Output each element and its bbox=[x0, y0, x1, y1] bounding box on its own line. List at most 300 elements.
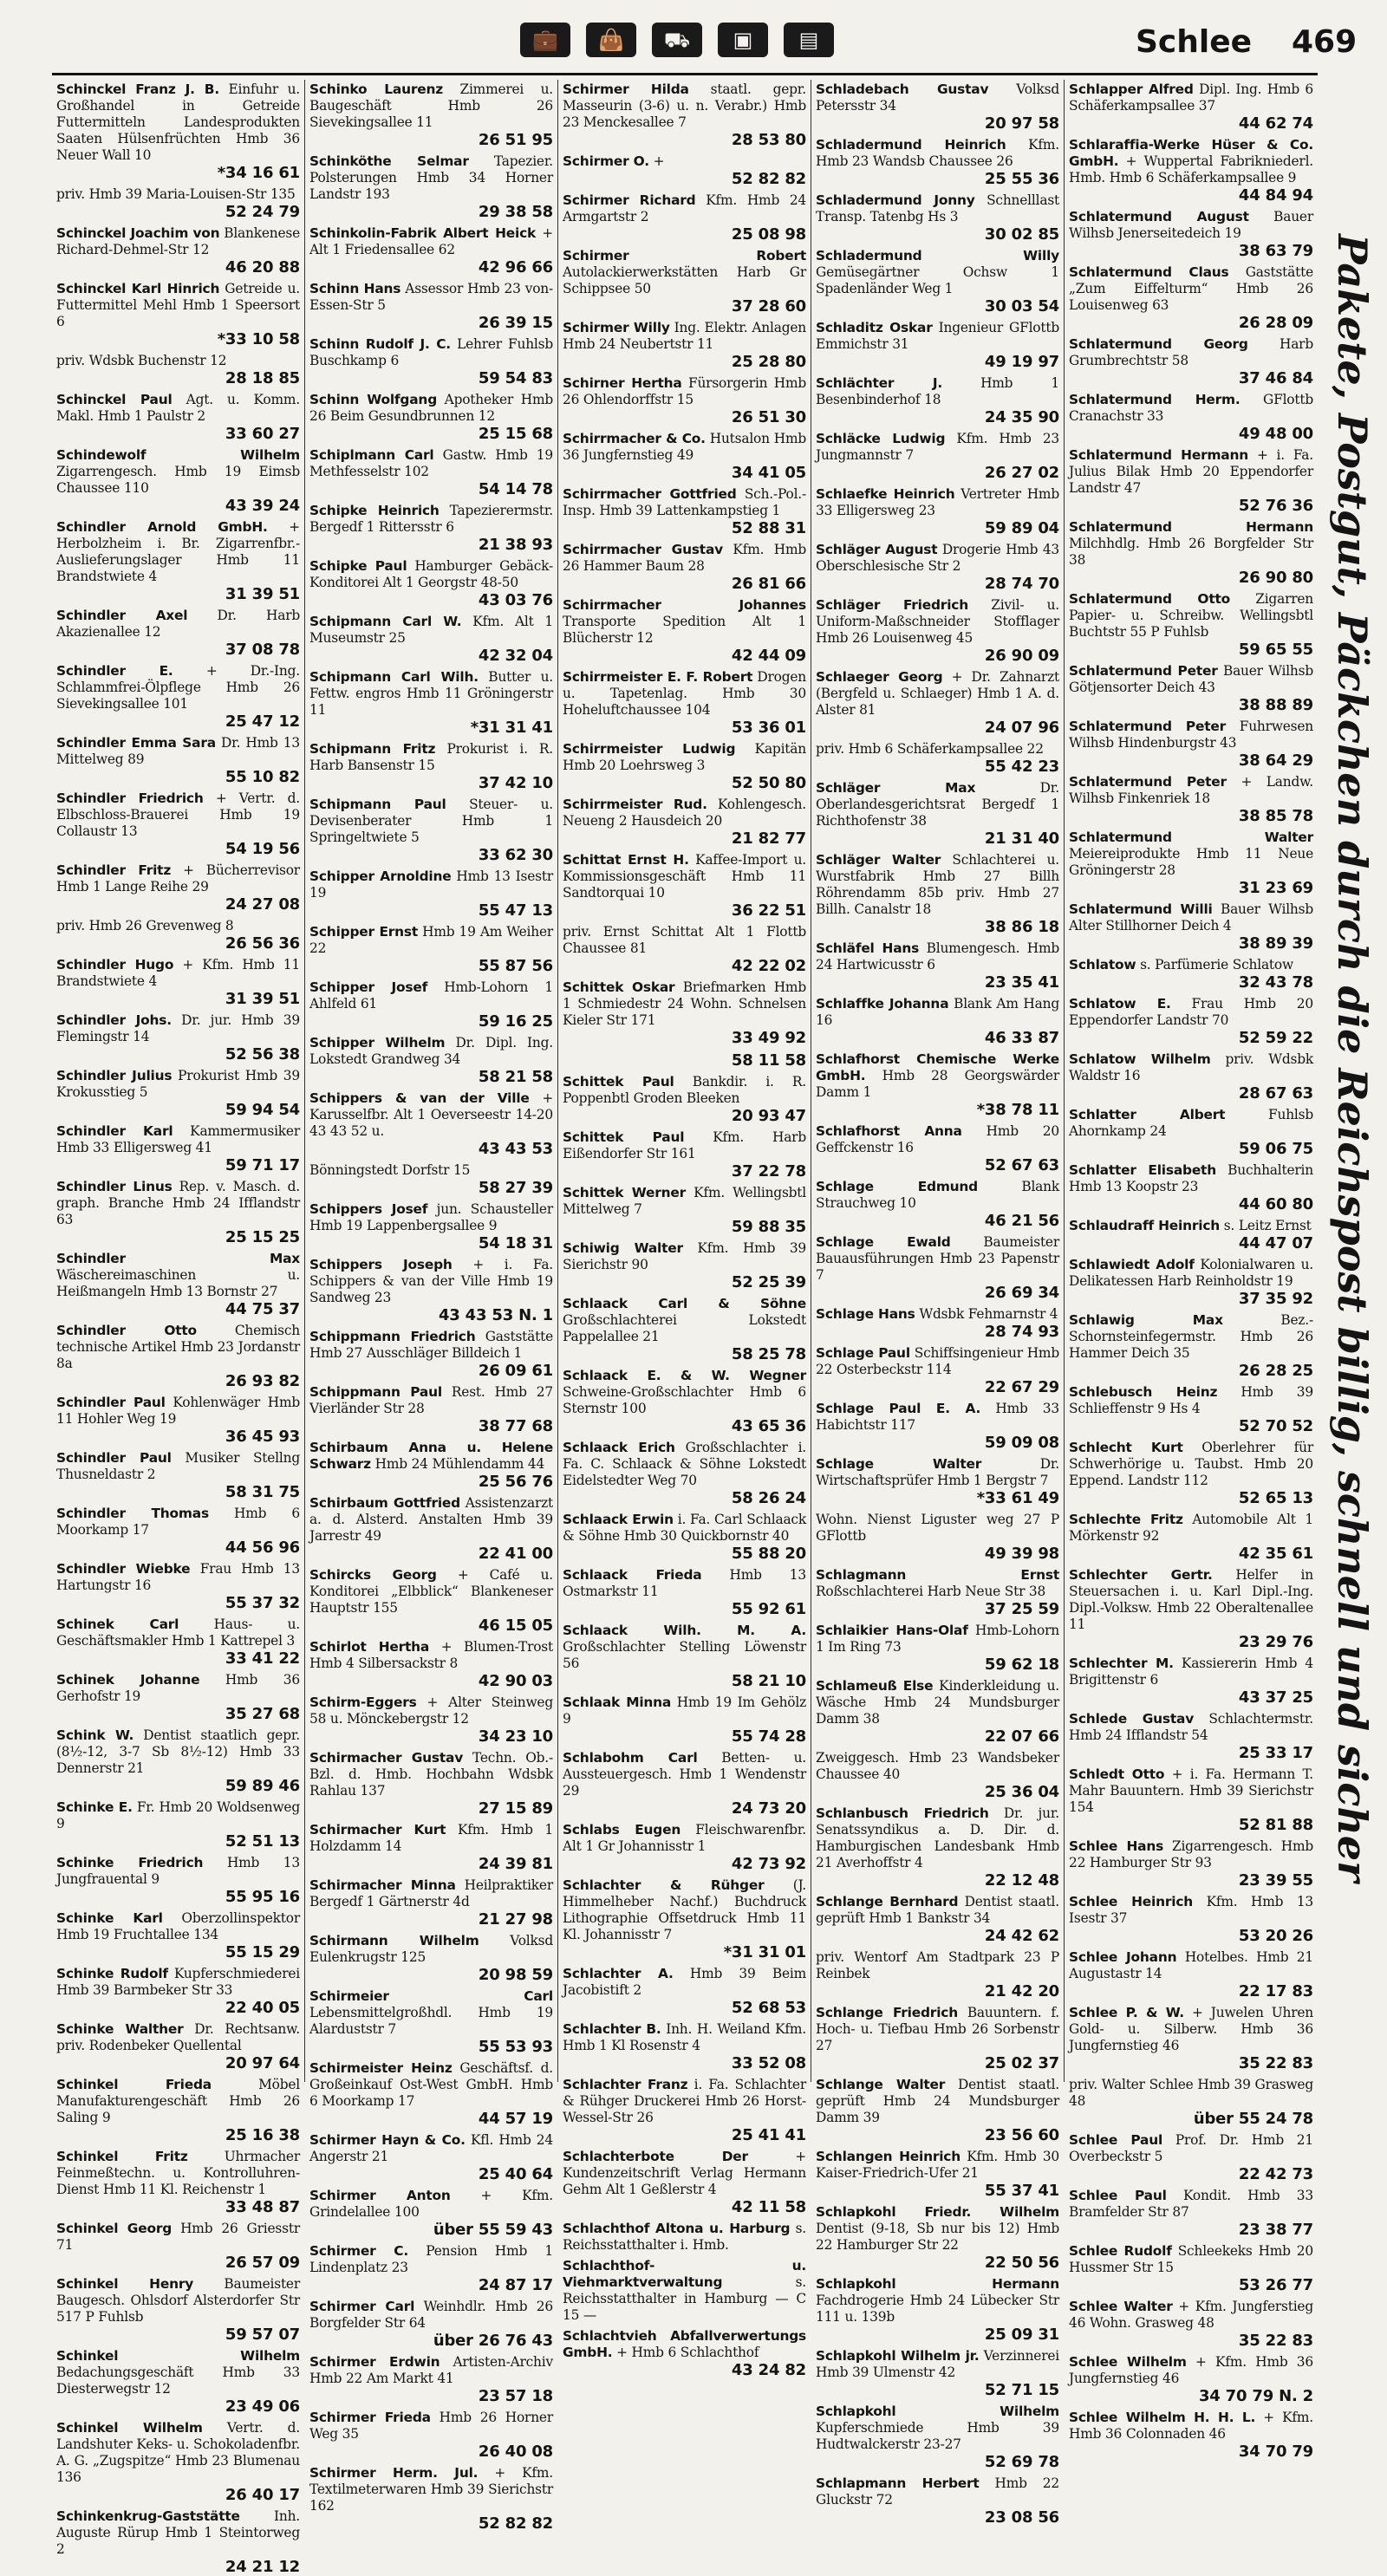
entry-details: Assistenzarzt a. d. Alsterd. Anstalten Hmb 39 Jarrestr 49 bbox=[309, 1495, 553, 1544]
directory-entry bbox=[56, 1966, 300, 2017]
entry-details: Kapitän Hmb 20 Loehrsweg 3 bbox=[563, 741, 806, 773]
directory-entry bbox=[1069, 1384, 1313, 1435]
directory-entry bbox=[56, 1251, 300, 1318]
entry-name: Schlage Paul bbox=[816, 1345, 910, 1361]
entry-details: Drogen u. Tapetenlag. Hmb 30 Hoheluftchaussee 104 bbox=[563, 669, 806, 718]
entry-details: Sch.-Pol.-Insp. Hmb 39 Lattenkampstieg 1 bbox=[563, 486, 806, 518]
entry-details: Gaststätte „Zum Eiffelturm“ Hmb 26 Louisenweg 63 bbox=[1069, 264, 1313, 313]
entry-phone: 28 53 80 bbox=[731, 131, 806, 149]
entry-phone: 43 43 53 N. 1 bbox=[438, 1306, 553, 1324]
entry-details: s. Reichsstatthalter i. Hmb. bbox=[563, 2221, 806, 2253]
directory-entry bbox=[1069, 1766, 1313, 1834]
entry-phone: 21 38 93 bbox=[478, 536, 553, 554]
entry-phone: 26 93 82 bbox=[225, 1372, 300, 1390]
entry-details: Oberlehrer für Schwerhörige u. Taubst. Hmb 20 Eppend. Landstr 112 bbox=[1069, 1440, 1313, 1488]
entry-details: priv. Wdsbk Waldstr 16 bbox=[1069, 1051, 1313, 1083]
entry-name: Schindler Max bbox=[56, 1251, 300, 1266]
entry-details: Zigarrengesch. Hmb 19 Eimsb Chaussee 110 bbox=[56, 464, 300, 496]
entry-phone: 30 02 85 bbox=[984, 225, 1059, 244]
entry-phone: 44 60 80 bbox=[1238, 1195, 1313, 1213]
entry-name: Schlatter Elisabeth bbox=[1069, 1162, 1216, 1178]
entry-details: Hmb-Lohorn 1 Ahlfeld 61 bbox=[309, 979, 553, 1012]
entry-phone: 44 47 07 bbox=[1238, 1234, 1313, 1252]
briefcase-icon: 💼 bbox=[520, 23, 570, 57]
directory-entry bbox=[309, 1695, 553, 1746]
entry-phone: 53 26 77 bbox=[1238, 2276, 1313, 2294]
entry-phone: 26 56 36 bbox=[225, 934, 300, 953]
entry-phone: 21 82 77 bbox=[731, 829, 806, 848]
directory-entry bbox=[309, 979, 553, 1031]
entry-name: Schlatow Wilhelm bbox=[1069, 1051, 1211, 1067]
entry-name: Schinkel Henry bbox=[56, 2276, 194, 2292]
entry-name: Schlatermund Peter bbox=[1069, 719, 1227, 734]
entry-details: Fr. Hmb 20 Woldsenweg 9 bbox=[56, 1799, 300, 1831]
entry-name: Schlapkohl Wilhelm bbox=[816, 2404, 1059, 2419]
entry-phone: 52 88 31 bbox=[731, 519, 806, 537]
entry-name: Schinckel Franz J. B. bbox=[56, 81, 219, 97]
directory-entry bbox=[816, 248, 1059, 315]
entry-phone: 24 35 90 bbox=[984, 408, 1059, 426]
entry-phone: 46 21 56 bbox=[984, 1212, 1059, 1230]
entry-name: Schlaack Wilh. M. A. bbox=[563, 1623, 806, 1638]
entry-name: Schlawiedt Adolf bbox=[1069, 1257, 1195, 1272]
entry-name: Schlapkohl Wilhelm jr. bbox=[816, 2348, 980, 2364]
directory-entry bbox=[56, 353, 300, 387]
entry-phone: 55 88 20 bbox=[731, 1545, 806, 1563]
entry-name: Schittek Paul bbox=[563, 1129, 685, 1145]
directory-entry bbox=[56, 447, 300, 515]
entry-details: Buchhalterin Hmb 13 Koopstr 23 bbox=[1069, 1162, 1313, 1194]
entry-name: Schlafhorst Chemische Werke GmbH. bbox=[816, 1051, 1059, 1083]
entry-name: Schlaikier Hans-Olaf bbox=[816, 1623, 968, 1638]
entry-phone: 55 74 28 bbox=[731, 1727, 806, 1746]
directory-entry bbox=[1069, 2299, 1313, 2350]
entry-name: Schipmann Fritz bbox=[309, 741, 436, 757]
entry-details: Automobile Alt 1 Mörkenstr 92 bbox=[1069, 1512, 1313, 1544]
entry-details: Wohn. Nienst Liguster weg 27 P GFlottb bbox=[816, 1512, 1059, 1544]
directory-entry bbox=[309, 81, 553, 149]
directory-entry bbox=[309, 2465, 553, 2533]
entry-name: Schlee Wilhelm bbox=[1069, 2354, 1187, 2370]
entry-phone: 46 33 87 bbox=[984, 1029, 1059, 1047]
entry-phone: 43 24 82 bbox=[731, 2361, 806, 2379]
entry-details: Prof. Dr. Hmb 21 Overbeckstr 5 bbox=[1069, 2132, 1313, 2164]
entry-name: Schlachter A. bbox=[563, 1966, 674, 1981]
entry-name: Schirmann Wilhelm bbox=[309, 1933, 479, 1948]
directory-entry bbox=[816, 1567, 1059, 1618]
entry-name: Schlachtvieh Abfallverwertungs GmbH. bbox=[563, 2328, 806, 2360]
entry-phone: 25 41 41 bbox=[731, 2126, 806, 2144]
entry-phone: *38 78 11 bbox=[976, 1101, 1059, 1119]
directory-entry bbox=[309, 225, 553, 276]
entry-phone: 38 63 79 bbox=[1238, 242, 1313, 260]
entry-details: Kfm. Hmb 30 Kaiser-Friedrich-Ufer 21 bbox=[816, 2149, 1059, 2181]
entry-details: + Vertr. d. Elbschloss-Brauerei Hmb 19 Collaustr 13 bbox=[56, 790, 300, 839]
directory-entry bbox=[56, 225, 300, 276]
entry-name: Schlee Paul bbox=[1069, 2188, 1167, 2203]
directory-entry bbox=[563, 741, 806, 792]
directory-entry bbox=[309, 1988, 553, 2056]
entry-phone: über 26 76 43 bbox=[433, 2332, 553, 2350]
entry-phone: 53 20 26 bbox=[1238, 1927, 1313, 1945]
entry-details: Dr. Rechtsanw. priv. Rodenbeker Quellental bbox=[56, 2021, 300, 2053]
directory-entry bbox=[309, 2243, 553, 2294]
entry-phone: 55 87 56 bbox=[478, 957, 553, 975]
entry-details: Steuer- u. Devisenberater Hmb 1 Springeltwiete 5 bbox=[309, 797, 553, 845]
entry-phone: 25 47 12 bbox=[225, 712, 300, 731]
entry-name: Schlapper Alfred bbox=[1069, 81, 1194, 97]
entry-details: Assessor Hmb 23 von-Essen-Str 5 bbox=[309, 281, 553, 313]
directory-entry bbox=[56, 735, 300, 786]
entry-details: + Blumen-Trost Hmb 4 Silbersackstr 8 bbox=[309, 1639, 553, 1671]
entry-details: Kfl. Hmb 24 Angerstr 21 bbox=[309, 2132, 553, 2164]
entry-details: Dentist staatl. geprüft Hmb 24 Mundsburger Damm 39 bbox=[816, 2077, 1059, 2125]
entry-phone: 52 65 13 bbox=[1238, 1489, 1313, 1507]
entry-phone: 59 09 08 bbox=[984, 1434, 1059, 1452]
directory-entry bbox=[563, 797, 806, 848]
directory-entry bbox=[309, 2132, 553, 2183]
directory-entry bbox=[1069, 829, 1313, 897]
directory-entry bbox=[563, 1368, 806, 1435]
entry-details: Dr. Harb Akazienallee 12 bbox=[56, 608, 301, 640]
entry-name: Schlee Walter bbox=[1069, 2299, 1173, 2314]
entry-name: Schlee Paul bbox=[1069, 2132, 1163, 2148]
entry-phone: 42 22 02 bbox=[731, 957, 806, 975]
entry-phone: 52 24 79 bbox=[225, 203, 300, 221]
entry-name: Schirmer C. bbox=[309, 2243, 408, 2259]
directory-entry bbox=[563, 1695, 806, 1746]
entry-name: Schlatermund Peter bbox=[1069, 663, 1218, 679]
entry-phone: 25 02 37 bbox=[984, 2054, 1059, 2072]
entry-phone: 59 89 46 bbox=[225, 1777, 300, 1795]
entry-phone: 25 40 64 bbox=[478, 2165, 553, 2183]
entry-details: Harb Grumbrechtstr 58 bbox=[1069, 336, 1313, 368]
entry-phone: 52 56 38 bbox=[225, 1045, 300, 1064]
entry-name: Schlawig Max bbox=[1069, 1312, 1223, 1328]
entry-name: Schlabs Eugen bbox=[563, 1822, 681, 1838]
entry-details: Haus- u. Geschäftsmakler Hmb 1 Kattrepel 3 bbox=[56, 1617, 300, 1649]
entry-phone: 49 19 97 bbox=[984, 353, 1059, 371]
entry-phone: 22 17 83 bbox=[1238, 1982, 1313, 2000]
entry-name: Schipper Josef bbox=[309, 979, 428, 995]
entry-name: Schipke Paul bbox=[309, 558, 407, 574]
entry-details: Hmb 19 Im Gehölz 9 bbox=[563, 1695, 806, 1727]
wallet-icon: ▤ bbox=[784, 23, 834, 57]
entry-name: Schlaack E. & W. Wegner bbox=[563, 1368, 806, 1383]
directory-entry bbox=[56, 918, 300, 953]
column-5 bbox=[1065, 80, 1318, 2461]
entry-details: Wdsbk Fehmarnstr 4 bbox=[919, 1306, 1058, 1322]
entry-phone: 58 21 10 bbox=[731, 1672, 806, 1690]
directory-entry bbox=[563, 1185, 806, 1236]
entry-phone: 34 70 79 bbox=[1238, 2443, 1313, 2461]
directory-entry bbox=[56, 957, 300, 1008]
entry-name: Schiwig Walter bbox=[563, 1240, 683, 1256]
entry-phone: 22 12 48 bbox=[984, 1871, 1059, 1890]
entry-details: Milchhdlg. Hmb 26 Borgfelder Str 38 bbox=[1069, 536, 1313, 568]
directory-entry bbox=[1069, 209, 1313, 260]
directory-entry bbox=[309, 336, 553, 387]
entry-phone: 43 03 76 bbox=[478, 591, 553, 609]
entry-phone: 34 70 79 N. 2 bbox=[1198, 2387, 1313, 2405]
directory-entry bbox=[56, 1123, 300, 1174]
directory-entry bbox=[816, 1805, 1059, 1890]
directory-entry bbox=[816, 2404, 1059, 2471]
directory-entry bbox=[816, 2475, 1059, 2527]
entry-details: Vertr. d. Landshuter Keks- u. Schokoladenfbr. A. G. „Zugspitze“ Hmb 23 Blumenau 136 bbox=[56, 2420, 300, 2485]
entry-details: Kfm. Hmb 23 Jungmannstr 7 bbox=[816, 431, 1059, 463]
entry-name: Schlatow E. bbox=[1069, 996, 1171, 1012]
directory-entry bbox=[816, 1306, 1059, 1341]
entry-details: + Herbolzheim i. Br. Zigarrenfbr.-Auslieferungslager Hmb 11 Brandstwiete 4 bbox=[56, 519, 300, 584]
entry-name: Schinkolin-Fabrik Albert Heick bbox=[309, 225, 537, 241]
entry-details: Uhrmacher Feinmeßtechn. u. Kontrolluhren-Dienst Hmb 11 Kl. Reichenstr 1 bbox=[56, 2149, 300, 2197]
entry-details: Kfm. Harb Eißendorfer Str 161 bbox=[563, 1129, 806, 1161]
entry-phone: über 55 24 78 bbox=[1193, 2110, 1313, 2128]
entry-phone: 55 37 41 bbox=[984, 2182, 1059, 2200]
entry-details: Fachdrogerie Hmb 24 Lübecker Str 111 u. 139b bbox=[816, 2293, 1059, 2325]
entry-name: Schipper Arnoldine bbox=[309, 868, 452, 884]
entry-phone: 54 18 31 bbox=[478, 1234, 553, 1252]
entry-name: Schlachthof Altona u. Harburg bbox=[563, 2221, 791, 2236]
entry-details: Dr. Hmb 13 Mittelweg 89 bbox=[56, 735, 300, 767]
entry-details: Hmb 39 Schlieffenstr 9 Hs 4 bbox=[1069, 1384, 1313, 1416]
entry-details: Fuhlsb Ahornkamp 24 bbox=[1069, 1107, 1313, 1139]
entry-name: Schirbaum Anna u. Helene Schwarz bbox=[309, 1440, 553, 1472]
entry-details: Dr. Wirtschaftsprüfer Hmb 1 Bergstr 7 bbox=[816, 1456, 1059, 1488]
directory-entry bbox=[56, 2221, 300, 2272]
directory-entry bbox=[816, 1345, 1059, 1396]
entry-details: Schiffsingenieur Hmb 22 Osterbeckstr 114 bbox=[816, 1345, 1059, 1377]
entry-name: Schipper Wilhelm bbox=[309, 1035, 446, 1051]
entry-phone: 43 39 24 bbox=[225, 497, 300, 515]
directory-entry bbox=[309, 1822, 553, 1873]
directory-entry bbox=[1069, 447, 1313, 515]
entry-details: Einfuhr u. Großhandel in Getreide Futtermitteln Landesprodukten Saaten Hülsenfrüchten Hmb 36 Neuer Wall 10 bbox=[56, 81, 300, 163]
directory-entry bbox=[309, 1933, 553, 1984]
entry-details: Briefmarken Hmb 1 Schmiedestr 24 Wohn. Schnelsen Kieler Str 171 bbox=[563, 979, 806, 1028]
entry-phone: 44 75 37 bbox=[225, 1300, 300, 1318]
entry-phone: 59 06 75 bbox=[1238, 1140, 1313, 1158]
entry-details: priv. Wdsbk Buchenstr 12 bbox=[56, 353, 227, 368]
entry-phone: 26 90 09 bbox=[984, 647, 1059, 665]
directory-entry bbox=[563, 1440, 806, 1507]
entry-details: + Kfm. Textilmeterwaren Hmb 39 Sierichstr 162 bbox=[309, 2465, 553, 2514]
entry-name: Schinckel Karl Hinrich bbox=[56, 281, 220, 296]
entry-phone: 30 03 54 bbox=[984, 297, 1059, 315]
directory-entry bbox=[816, 597, 1059, 665]
entry-phone: 54 19 56 bbox=[225, 840, 300, 858]
entry-name: Schlee Rudolf bbox=[1069, 2243, 1172, 2259]
entry-details: Blank Strauchweg 10 bbox=[816, 1179, 1059, 1211]
directory-entry bbox=[563, 1877, 806, 1961]
entry-name: Schlecht Kurt bbox=[1069, 1440, 1183, 1455]
entry-name: Schinn Wolfgang bbox=[309, 392, 438, 407]
entry-name: Schlechter Gertr. bbox=[1069, 1567, 1213, 1583]
directory-entry bbox=[56, 1672, 300, 1723]
entry-name: Schinkel Frieda bbox=[56, 2077, 212, 2092]
entry-details: + Bücherrevisor Hmb 1 Lange Reihe 29 bbox=[56, 862, 300, 894]
entry-details: Butter u. Fettw. engros Hmb 11 Gröningerstr 11 bbox=[309, 669, 553, 718]
entry-details: Hmb 19 Am Weiher 22 bbox=[309, 924, 554, 956]
entry-phone: 58 21 58 bbox=[478, 1068, 553, 1086]
entry-details: Musiker Stellng Thusneldastr 2 bbox=[56, 1450, 300, 1482]
entry-phone: 42 35 61 bbox=[1238, 1545, 1313, 1563]
entry-phone: 24 42 62 bbox=[984, 1927, 1059, 1945]
entry-name: Schläger Friedrich bbox=[816, 597, 968, 613]
entry-details: s. Leitz Ernst bbox=[1223, 1218, 1312, 1233]
directory-entry bbox=[56, 790, 300, 858]
entry-name: Schippmann Friedrich bbox=[309, 1329, 476, 1344]
directory-entry bbox=[56, 1395, 300, 1446]
directory-entry bbox=[56, 1323, 300, 1390]
directory-entry bbox=[56, 1179, 300, 1246]
entry-details: Zivil- u. Uniform-Maßschneider Stofflager Hmb 26 Louisenweg 45 bbox=[816, 597, 1059, 646]
entry-name: Schippers Joseph bbox=[309, 1257, 453, 1272]
directory-entry bbox=[816, 2077, 1059, 2144]
entry-name: Schinn Hans bbox=[309, 281, 401, 296]
entry-details: Transporte Spedition Alt 1 Blücherstr 12 bbox=[563, 614, 806, 646]
entry-phone: 59 16 25 bbox=[478, 1012, 553, 1031]
entry-name: Schlee Hans bbox=[1069, 1838, 1164, 1854]
entry-phone: 52 67 63 bbox=[984, 1156, 1059, 1174]
entry-details: + Kfm. Hmb 36 Colonnaden 46 bbox=[1069, 2410, 1313, 2442]
directory-entry bbox=[309, 153, 553, 221]
directory-entry bbox=[563, 320, 806, 371]
entry-phone: 33 52 08 bbox=[731, 2054, 806, 2072]
directory-entry bbox=[563, 2258, 806, 2324]
entry-phone: 26 09 61 bbox=[478, 1362, 553, 1380]
entry-phone: 43 37 25 bbox=[1238, 1688, 1313, 1707]
entry-details: Kfm. Hmb 26 Hammer Baum 28 bbox=[563, 542, 806, 574]
entry-name: Schirmer Carl bbox=[309, 2299, 415, 2314]
entry-phone: 52 82 82 bbox=[731, 170, 806, 188]
entry-phone: 49 39 98 bbox=[984, 1545, 1059, 1563]
entry-name: Schinko Laurenz bbox=[309, 81, 443, 97]
directory-entry bbox=[56, 1450, 300, 1501]
entry-name: Schlachter & Rühger bbox=[563, 1877, 765, 1893]
entry-phone: 36 22 51 bbox=[731, 901, 806, 920]
entry-details: + i. Fa. Schippers & van der Ville Hmb 19 Sandweg 23 bbox=[309, 1257, 553, 1305]
entry-details: Kfm. Wellingsbtl Mittelweg 7 bbox=[563, 1185, 806, 1217]
entry-phone: 52 71 15 bbox=[984, 2381, 1059, 2399]
entry-name: Schlagmann Ernst bbox=[816, 1567, 1059, 1583]
entry-phone: *33 10 58 bbox=[217, 330, 300, 348]
entry-phone: 58 25 78 bbox=[731, 1345, 806, 1363]
entry-details: Rest. Hmb 27 Vierländer Str 28 bbox=[309, 1384, 553, 1416]
entry-phone: 33 62 30 bbox=[478, 846, 553, 864]
entry-details: + Dr.-Ing. Schlammfrei-Ölpflege Hmb 26 Sievekingsallee 101 bbox=[56, 663, 300, 712]
entry-phone: 46 15 05 bbox=[478, 1617, 553, 1635]
entry-name: Schlabohm Carl bbox=[563, 1750, 698, 1766]
entry-phone: 37 28 60 bbox=[731, 297, 806, 315]
entry-name: Schinn Rudolf J. C. bbox=[309, 336, 451, 352]
directory-entry bbox=[56, 281, 300, 348]
entry-name: Schlage Ewald bbox=[816, 1234, 951, 1250]
entry-name: Schinckel Joachim von bbox=[56, 225, 220, 241]
entry-details: Dr. Dipl. Ing. Lokstedt Grandweg 34 bbox=[309, 1035, 553, 1067]
entry-phone: 43 43 53 bbox=[478, 1140, 553, 1158]
entry-details: (J. Himmelheber Nachf.) Buchdruck Lithographie Offsetdruck Hmb 11 Kl. Johannisstr 7 bbox=[563, 1877, 806, 1942]
directory-entry bbox=[816, 431, 1059, 482]
entry-details: + Kfm. Hmb 11 Brandstwiete 4 bbox=[56, 957, 300, 989]
directory-entry bbox=[816, 1179, 1059, 1230]
entry-name: Schirmeier Carl bbox=[309, 1988, 553, 2004]
entry-details: + Hmb 6 Schlachthof bbox=[616, 2345, 759, 2360]
directory-entry bbox=[309, 1257, 553, 1324]
entry-phone: 20 98 59 bbox=[478, 1966, 553, 1984]
entry-details: Geschäftsf. d. Großeinkauf Ost-West GmbH. Hmb 6 Moorkamp 17 bbox=[309, 2060, 553, 2109]
entry-phone: 58 27 39 bbox=[478, 1179, 553, 1197]
entry-name: Schlatter Albert bbox=[1069, 1107, 1226, 1122]
entry-details: Schlachtermstr. Hmb 24 Ifflandstr 54 bbox=[1069, 1711, 1313, 1743]
entry-details: + Kundenzeitschrift Verlag Hermann Gehm Alt 1 Geßlerstr 4 bbox=[563, 2149, 806, 2197]
entry-details: Bönningstedt Dorfstr 15 bbox=[309, 1162, 471, 1178]
entry-details: priv. Ernst Schittat Alt 1 Flottb Chaussee 81 bbox=[563, 924, 806, 956]
directory-entry bbox=[56, 608, 300, 659]
directory-entry bbox=[1069, 1312, 1313, 1380]
entry-details: Fuhrwesen Wilhsb Hindenburgstr 43 bbox=[1069, 719, 1313, 751]
entry-phone: 23 29 76 bbox=[1238, 1633, 1313, 1651]
entry-phone: 26 28 09 bbox=[1238, 314, 1313, 332]
entry-details: Kohlenwäger Hmb 11 Hohler Weg 19 bbox=[56, 1395, 300, 1427]
directory-entry bbox=[309, 1384, 553, 1435]
entry-details: Apotheker Hmb 26 Beim Gesundbrunnen 12 bbox=[309, 392, 553, 424]
entry-name: Schindler Friedrich bbox=[56, 790, 204, 806]
entry-phone: 59 88 35 bbox=[731, 1218, 806, 1236]
entry-phone: 29 38 58 bbox=[478, 203, 553, 221]
entry-name: Schlatermund Willi bbox=[1069, 901, 1213, 917]
directory-entry bbox=[563, 1623, 806, 1690]
directory-entry bbox=[1069, 2132, 1313, 2183]
directory-entry bbox=[1069, 1656, 1313, 1707]
directory-entry bbox=[563, 375, 806, 426]
entry-details: Tapezier. Polsterungen Hmb 34 Horner Landstr 193 bbox=[309, 153, 553, 202]
entry-phone: 27 15 89 bbox=[478, 1799, 553, 1818]
directory-entry bbox=[816, 192, 1059, 244]
entry-name: Schinkel Wilhelm bbox=[56, 2420, 203, 2436]
entry-phone: 31 23 69 bbox=[1238, 879, 1313, 897]
entry-details: Hutsalon Hmb 36 Jungfernstieg 49 bbox=[563, 431, 806, 463]
directory-entry bbox=[56, 1506, 300, 1557]
entry-details: Betten- u. Aussteuergesch. Hmb 1 Wendenstr 29 bbox=[563, 1750, 806, 1799]
entry-name: Schlaack Frieda bbox=[563, 1567, 702, 1583]
entry-phone: 26 40 08 bbox=[478, 2443, 553, 2461]
trunk-icon: ▣ bbox=[718, 23, 768, 57]
entry-phone: 55 53 93 bbox=[478, 2038, 553, 2056]
entry-name: Schlafhorst Anna bbox=[816, 1123, 962, 1139]
entry-name: Schiplmann Carl bbox=[309, 447, 434, 463]
entry-phone: 44 57 19 bbox=[478, 2110, 553, 2128]
directory-entry bbox=[563, 431, 806, 482]
entry-phone: 59 94 54 bbox=[225, 1101, 300, 1119]
entry-name: Schlebusch Heinz bbox=[1069, 1384, 1218, 1400]
directory-entry bbox=[56, 2508, 300, 2576]
entry-phone: 21 31 40 bbox=[984, 829, 1059, 848]
entry-name: Schindewolf Wilhelm bbox=[56, 447, 300, 463]
entry-phone: 53 36 01 bbox=[731, 719, 806, 737]
entry-phone: 59 57 07 bbox=[225, 2326, 300, 2344]
directory-entry bbox=[309, 503, 553, 554]
entry-details: Hmb 26 Horner Weg 35 bbox=[309, 2410, 553, 2442]
directory-entry bbox=[563, 81, 806, 149]
entry-name: Schläger Walter bbox=[816, 852, 941, 868]
directory-entry bbox=[1069, 1218, 1313, 1252]
entry-name: Schinckel Paul bbox=[56, 392, 173, 407]
entry-phone: 26 40 17 bbox=[225, 2486, 300, 2504]
entry-name: Schlameuß Else bbox=[816, 1678, 934, 1694]
entry-details: Lebensmittelgroßhdl. Hmb 19 Alarduststr 7 bbox=[309, 2005, 553, 2037]
